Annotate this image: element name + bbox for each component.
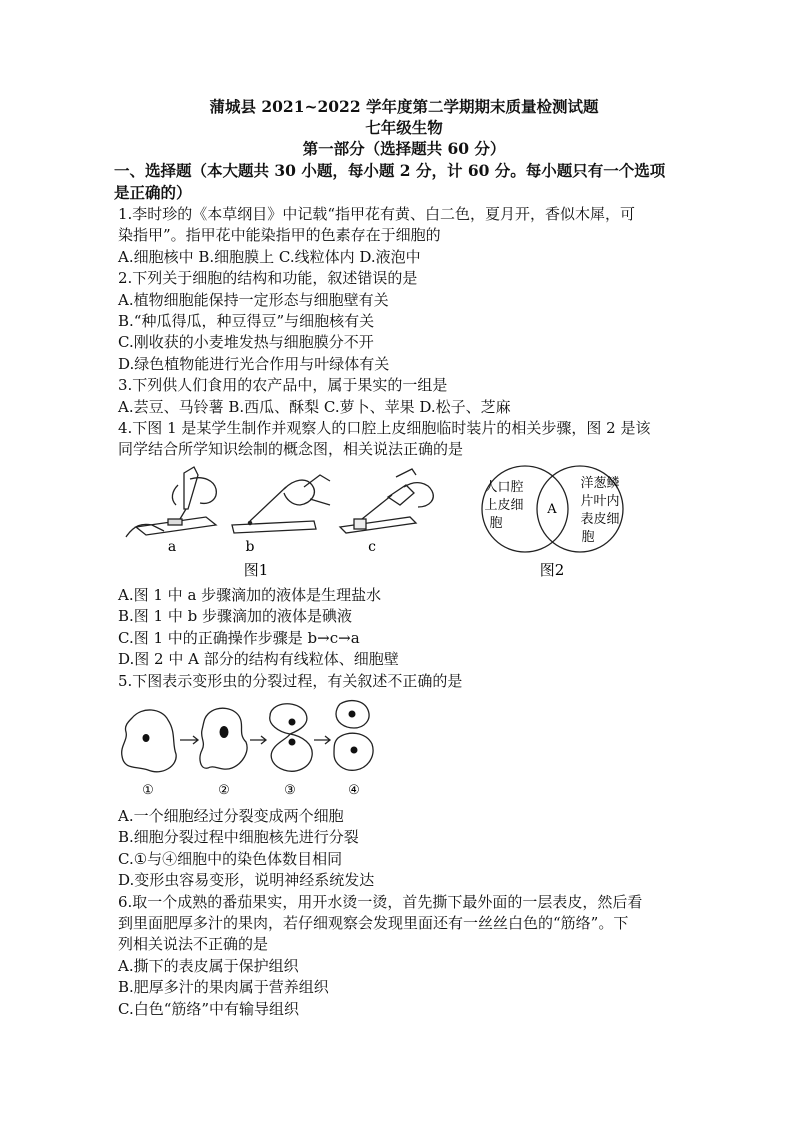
q5-option-c: C.①与④细胞中的染色体数目相同 [118,849,343,868]
question-6 [118,892,690,1020]
amoeba-cell-3 [270,704,312,771]
question-3 [118,375,690,418]
amoeba-label-4: ④ [348,782,360,798]
q4-option-a: A.图 1 中 a 步骤滴加的液体是生理盐水 [118,585,382,604]
section-heading-line-1: 一、选择题（本大题共 30 小题，每小题 2 分，计 60 分。每小题只有一个选项 [114,161,666,180]
q4-stem-line-2: 同学结合所学知识绘制的概念图，相关说法正确的是 [118,440,464,459]
amoeba-division-figure [118,698,378,798]
q2-option-c: C.刚收获的小麦堆发热与细胞膜分不开 [118,333,374,352]
amoeba-label-3: ③ [284,782,296,798]
venn-left-line-2: 上皮细 [484,497,524,513]
q2-option-a: A.植物细胞能保持一定形态与细胞壁有关 [118,290,389,309]
q1-stem-line-2: 染指甲”。指甲花中能染指甲的色素存在于细胞的 [118,226,441,245]
q2-option-b: B.“种瓜得瓜，种豆得豆”与细胞核有关 [118,312,375,331]
venn-right-line-1: 洋葱鳞 [580,475,620,491]
q2-stem: 2.下列关于细胞的结构和功能，叙述错误的是 [118,269,418,288]
q5-stem: 5.下图表示变形虫的分裂过程，有关叙述不正确的是 [118,671,463,690]
q1-options: A.细胞核中 B.细胞膜上 C.线粒体内 D.液泡中 [118,247,421,266]
q5-option-a: A.一个细胞经过分裂变成两个细胞 [118,806,344,825]
section-heading [114,160,690,204]
venn-right-line-3: 表皮细 [580,511,620,527]
q3-stem: 3.下列供人们食用的农产品中，属于果实的一组是 [118,376,448,395]
grade-subject: 七年级生物 [365,118,443,137]
step-a-illustration [126,467,216,537]
fig1-label-a: a [167,538,177,555]
fig1-label-c: c [368,538,376,555]
q2-option-d: D.绿色植物能进行光合作用与叶绿体有关 [118,354,390,373]
venn-left-line-3: 胞 [489,515,503,531]
exam-title: 蒲城县 2021~2022 学年度第二学期期末质量检测试题 [209,97,599,116]
q4-option-b: B.图 1 中 b 步骤滴加的液体是碘液 [118,607,353,626]
arrow-1 [180,736,198,744]
exam-page [114,96,690,1020]
q6-option-b: B.肥厚多汁的果肉属于营养组织 [118,978,329,997]
figure-1-slide-steps [124,465,440,583]
nucleus-4a [349,710,356,717]
venn-center-label: A [547,501,557,517]
q5-option-b: B.细胞分裂过程中细胞核先进行分裂 [118,828,359,847]
q4-option-c: C.图 1 中的正确操作步骤是 b→c→a [118,628,360,647]
venn-right-line-4: 胞 [581,529,595,545]
q4-figures [118,465,690,583]
nucleus-3b [289,738,296,745]
amoeba-label-2: ② [218,782,230,798]
part-heading: 第一部分（选择题共 60 分） [302,139,506,158]
question-4 [118,418,690,670]
arrow-2 [250,736,266,744]
section-heading-line-2: 是正确的） [114,183,192,202]
step-b-illustration [232,475,330,533]
nucleus-3a [289,718,296,725]
q3-options: A.芸豆、马铃薯 B.西瓜、酥梨 C.萝卜、苹果 D.松子、芝麻 [118,397,511,416]
q6-stem-line-2: 到里面肥厚多汁的果肉，若仔细观察会发现里面还有一丝丝白色的“筋络”。下 [118,913,629,932]
amoeba-label-1: ① [142,782,154,798]
nucleus-4b [351,746,358,753]
amoeba-cell-1 [122,710,176,772]
q6-option-c: C.白色“筋络”中有输导组织 [118,999,300,1018]
q4-option-d: D.图 2 中 A 部分的结构有线粒体、细胞壁 [118,650,399,669]
fig2-caption: 图2 [539,560,565,579]
arrow-3 [314,736,330,744]
q6-option-a: A.撕下的表皮属于保护组织 [118,956,299,975]
amoeba-cell-2 [200,708,247,769]
q5-option-d: D.变形虫容易变形，说明神经系统发达 [118,871,375,890]
nucleus-2 [220,726,229,738]
fig1-caption: 图1 [243,560,269,579]
venn-right-line-2: 片叶内 [580,493,620,509]
question-1 [118,204,690,268]
step-c-illustration [340,469,433,533]
q6-stem-line-3: 列相关说法不正确的是 [118,935,269,954]
fig1-label-b: b [245,538,255,555]
venn-left-line-1: 人口腔 [484,479,524,495]
q1-stem-line-1: 1.李时珍的《本草纲目》中记载“指甲花有黄、白二色，夏月开，香似木犀，可 [118,205,635,223]
q4-stem-line-1: 4.下图 1 是某学生制作并观察人的口腔上皮细胞临时装片的相关步骤，图 2 是该 [118,419,651,438]
nucleus-1 [143,734,150,742]
question-5 [118,671,690,892]
figure-2-venn-diagram [470,465,638,583]
q6-stem-line-1: 6.取一个成熟的番茄果实，用开水烫一烫，首先撕下最外面的一层表皮，然后看 [118,892,643,911]
question-2 [118,268,690,375]
